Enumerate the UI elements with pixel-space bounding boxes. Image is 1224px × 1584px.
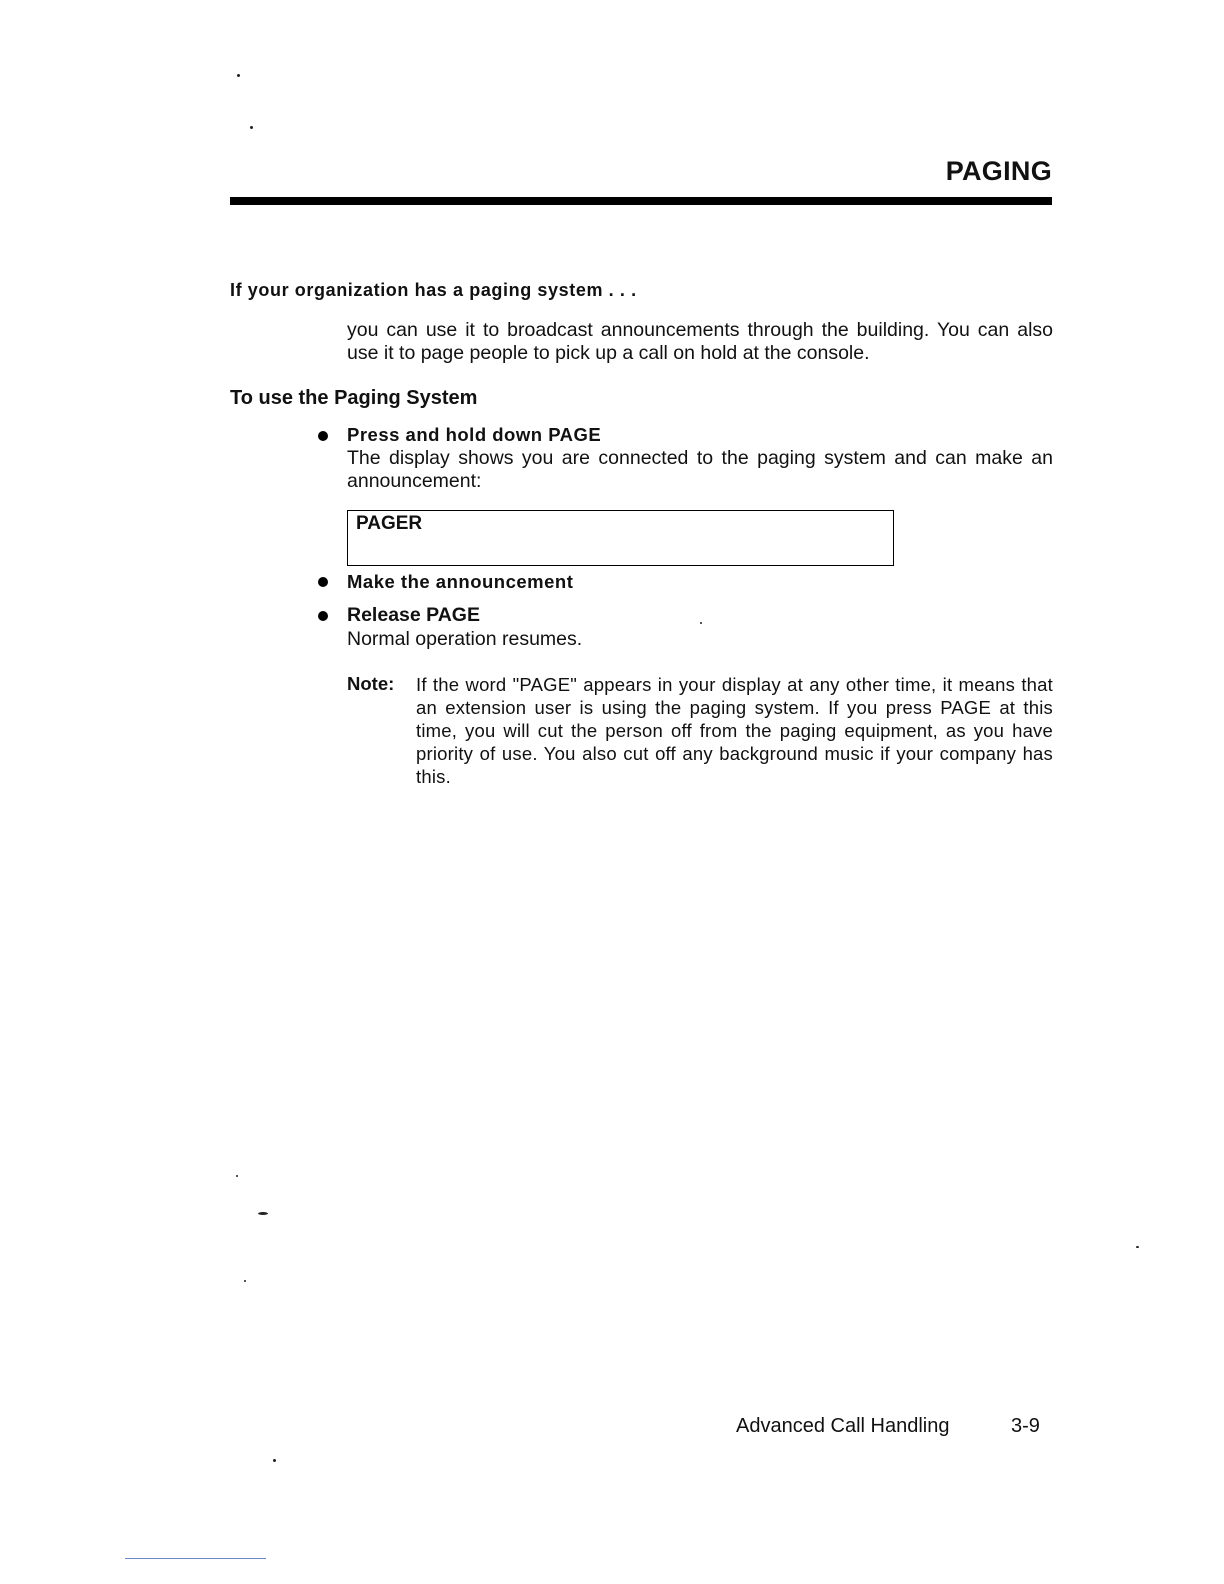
bullet-icon [318,611,328,621]
step-3-description: Normal operation resumes. [347,628,583,650]
scan-speck [236,1175,238,1177]
step-1-description: The display shows you are connected to the paging system and can make an announcement: [347,447,1053,492]
intro-text: you can use it to broadcast announcements through the building. You can also use it to page people to pick up a call on hold at the console. [347,319,1053,364]
scan-speck [250,126,253,129]
scan-speck [273,1459,276,1462]
step-2-title: Make the announcement [347,571,574,592]
scan-speck [700,622,702,624]
scan-speck [237,74,240,77]
title-rule [230,197,1052,205]
note-label: Note: [347,673,395,694]
scan-speck [1136,1246,1139,1248]
display-box [347,510,894,566]
intro-heading: If your organization has a paging system . . . [230,280,637,300]
scan-speck [244,1280,246,1282]
step-1-title: Press and hold down PAGE [347,424,602,445]
footer-page-number: 3-9 [1011,1415,1040,1437]
step-3-title: Release PAGE [347,604,480,626]
note-text: If the word "PAGE" appears in your display at any other time, it means that an extension user is using the paging system. If you press PAGE at this time, you will cut the person off from the paging equipment, as you have priority of use. You also cut off any background music if your company has this. [416,674,1053,787]
bullet-icon [318,431,328,441]
page-title: PAGING [945,156,1052,186]
section-heading: To use the Paging System [230,387,478,409]
scan-speck [258,1212,268,1215]
scan-line [125,1558,266,1559]
display-text: PAGER [356,513,423,534]
footer-section-title: Advanced Call Handling [736,1415,950,1437]
bullet-icon [318,577,328,587]
